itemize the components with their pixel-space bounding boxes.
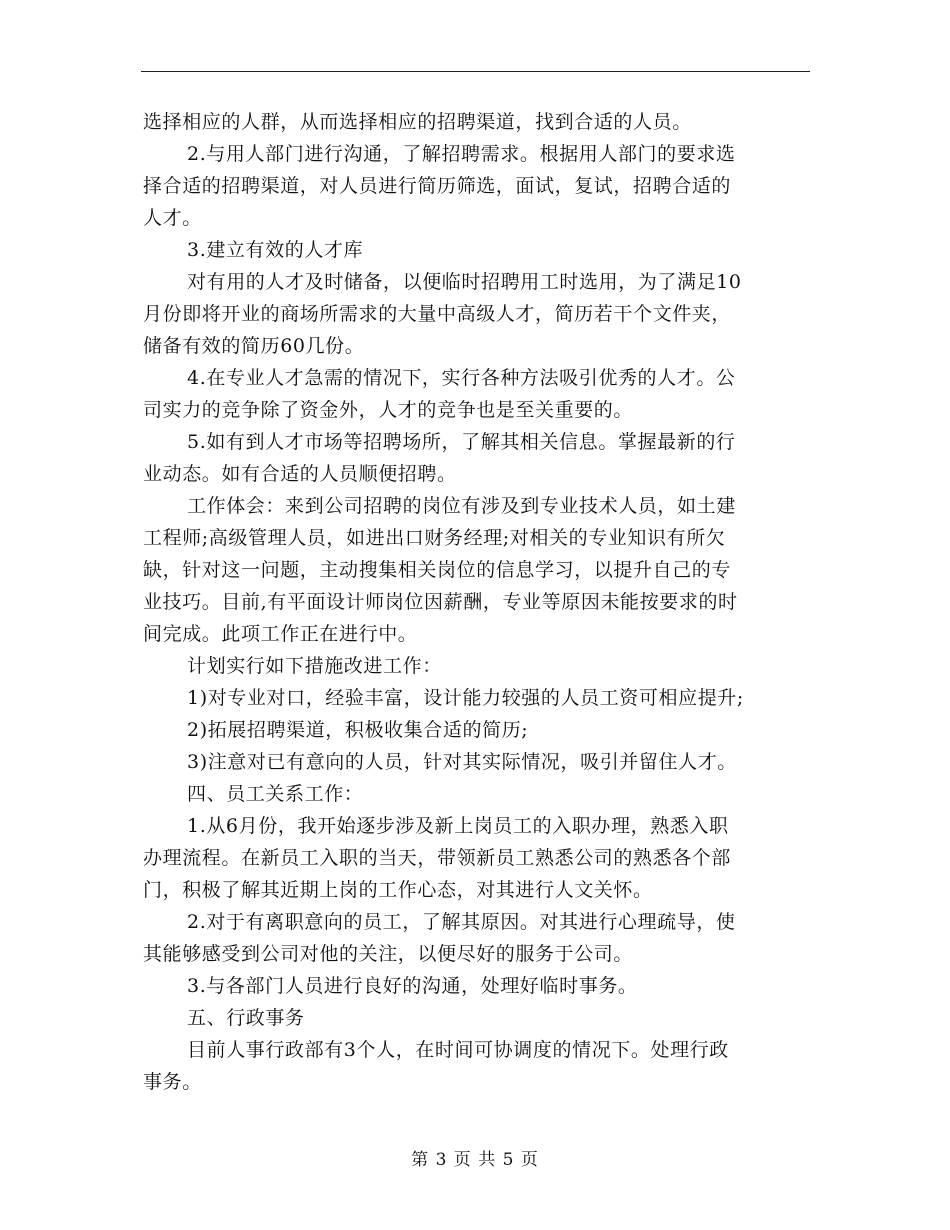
text-line: 3.与各部门人员进行良好的沟通，处理好临时事务。 [187,975,638,997]
text-line: 择合适的招聘渠道，对人员进行简历筛选，面试，复试，招聘合适的 [143,175,732,197]
header-rule [141,71,810,72]
text-line: 缺，针对这一问题，主动搜集相关岗位的信息学习，以提升自己的专 [143,559,732,581]
text-line: 四、员工关系工作： [187,783,364,805]
text-line: 4.在专业人才急需的情况下，实行各种方法吸引优秀的人才。公 [187,367,736,389]
text-line: 业技巧。目前,有平面设计师岗位因薪酬，专业等原因未能按要求的时 [143,591,738,613]
text-line: 五、行政事务 [187,1007,305,1029]
text-line: 目前人事行政部有3个人，在时间可协调度的情况下。处理行政 [187,1039,729,1061]
text-line: 人才。 [143,207,202,229]
text-line: 工作体会：来到公司招聘的岗位有涉及到专业技术人员，如土建 [187,495,736,517]
text-line: 其能够感受到公司对他的关注，以便尽好的服务于公司。 [143,943,634,965]
text-line: 司实力的竞争除了资金外，人才的竞争也是至关重要的。 [143,399,634,421]
text-line: 2.与用人部门进行沟通，了解招聘需求。根据用人部门的要求选 [187,143,736,165]
text-line: 1.从6月份，我开始逐步涉及新上岗员工的入职办理，熟悉入职 [187,815,729,837]
body-text [143,106,808,1098]
text-line: 2.对于有离职意向的员工，了解其原因。对其进行心理疏导，使 [187,911,736,933]
text-line: 对有用的人才及时储备，以便临时招聘用工时选用，为了满足10 [187,271,742,293]
text-line: 3.建立有效的人才库 [187,239,364,261]
text-line: 1)对专业对口，经验丰富，设计能力较强的人员工资可相应提升; [187,687,744,709]
page-footer: 第 3 页 共 5 页 [411,1150,539,1170]
text-line: 间完成。此项工作正在进行中。 [143,623,418,645]
text-line: 计划实行如下措施改进工作： [187,655,442,677]
text-line: 5.如有到人才市场等招聘场所，了解其相关信息。掌握最新的行 [187,431,736,453]
text-line: 工程师;高级管理人员，如进出口财务经理;对相关的专业知识有所欠 [143,527,726,549]
text-line: 2)拓展招聘渠道，积极收集合适的简历; [187,719,529,741]
text-line: 3)注意对已有意向的人员，针对其实际情况，吸引并留住人才。 [187,751,737,773]
text-line: 月份即将开业的商场所需求的大量中高级人才，简历若干个文件夹， [143,303,732,325]
text-line: 储备有效的简历60几份。 [143,335,365,357]
text-line: 事务。 [143,1071,202,1093]
text-line: 办理流程。在新员工入职的当天，带领新员工熟悉公司的熟悉各个部 [143,847,732,869]
text-line: 业动态。如有合适的人员顺便招聘。 [143,463,457,485]
text-line: 选择相应的人群，从而选择相应的招聘渠道，找到合适的人员。 [143,111,692,133]
text-line: 门，积极了解其近期上岗的工作心态，对其进行人文关怀。 [143,879,653,901]
